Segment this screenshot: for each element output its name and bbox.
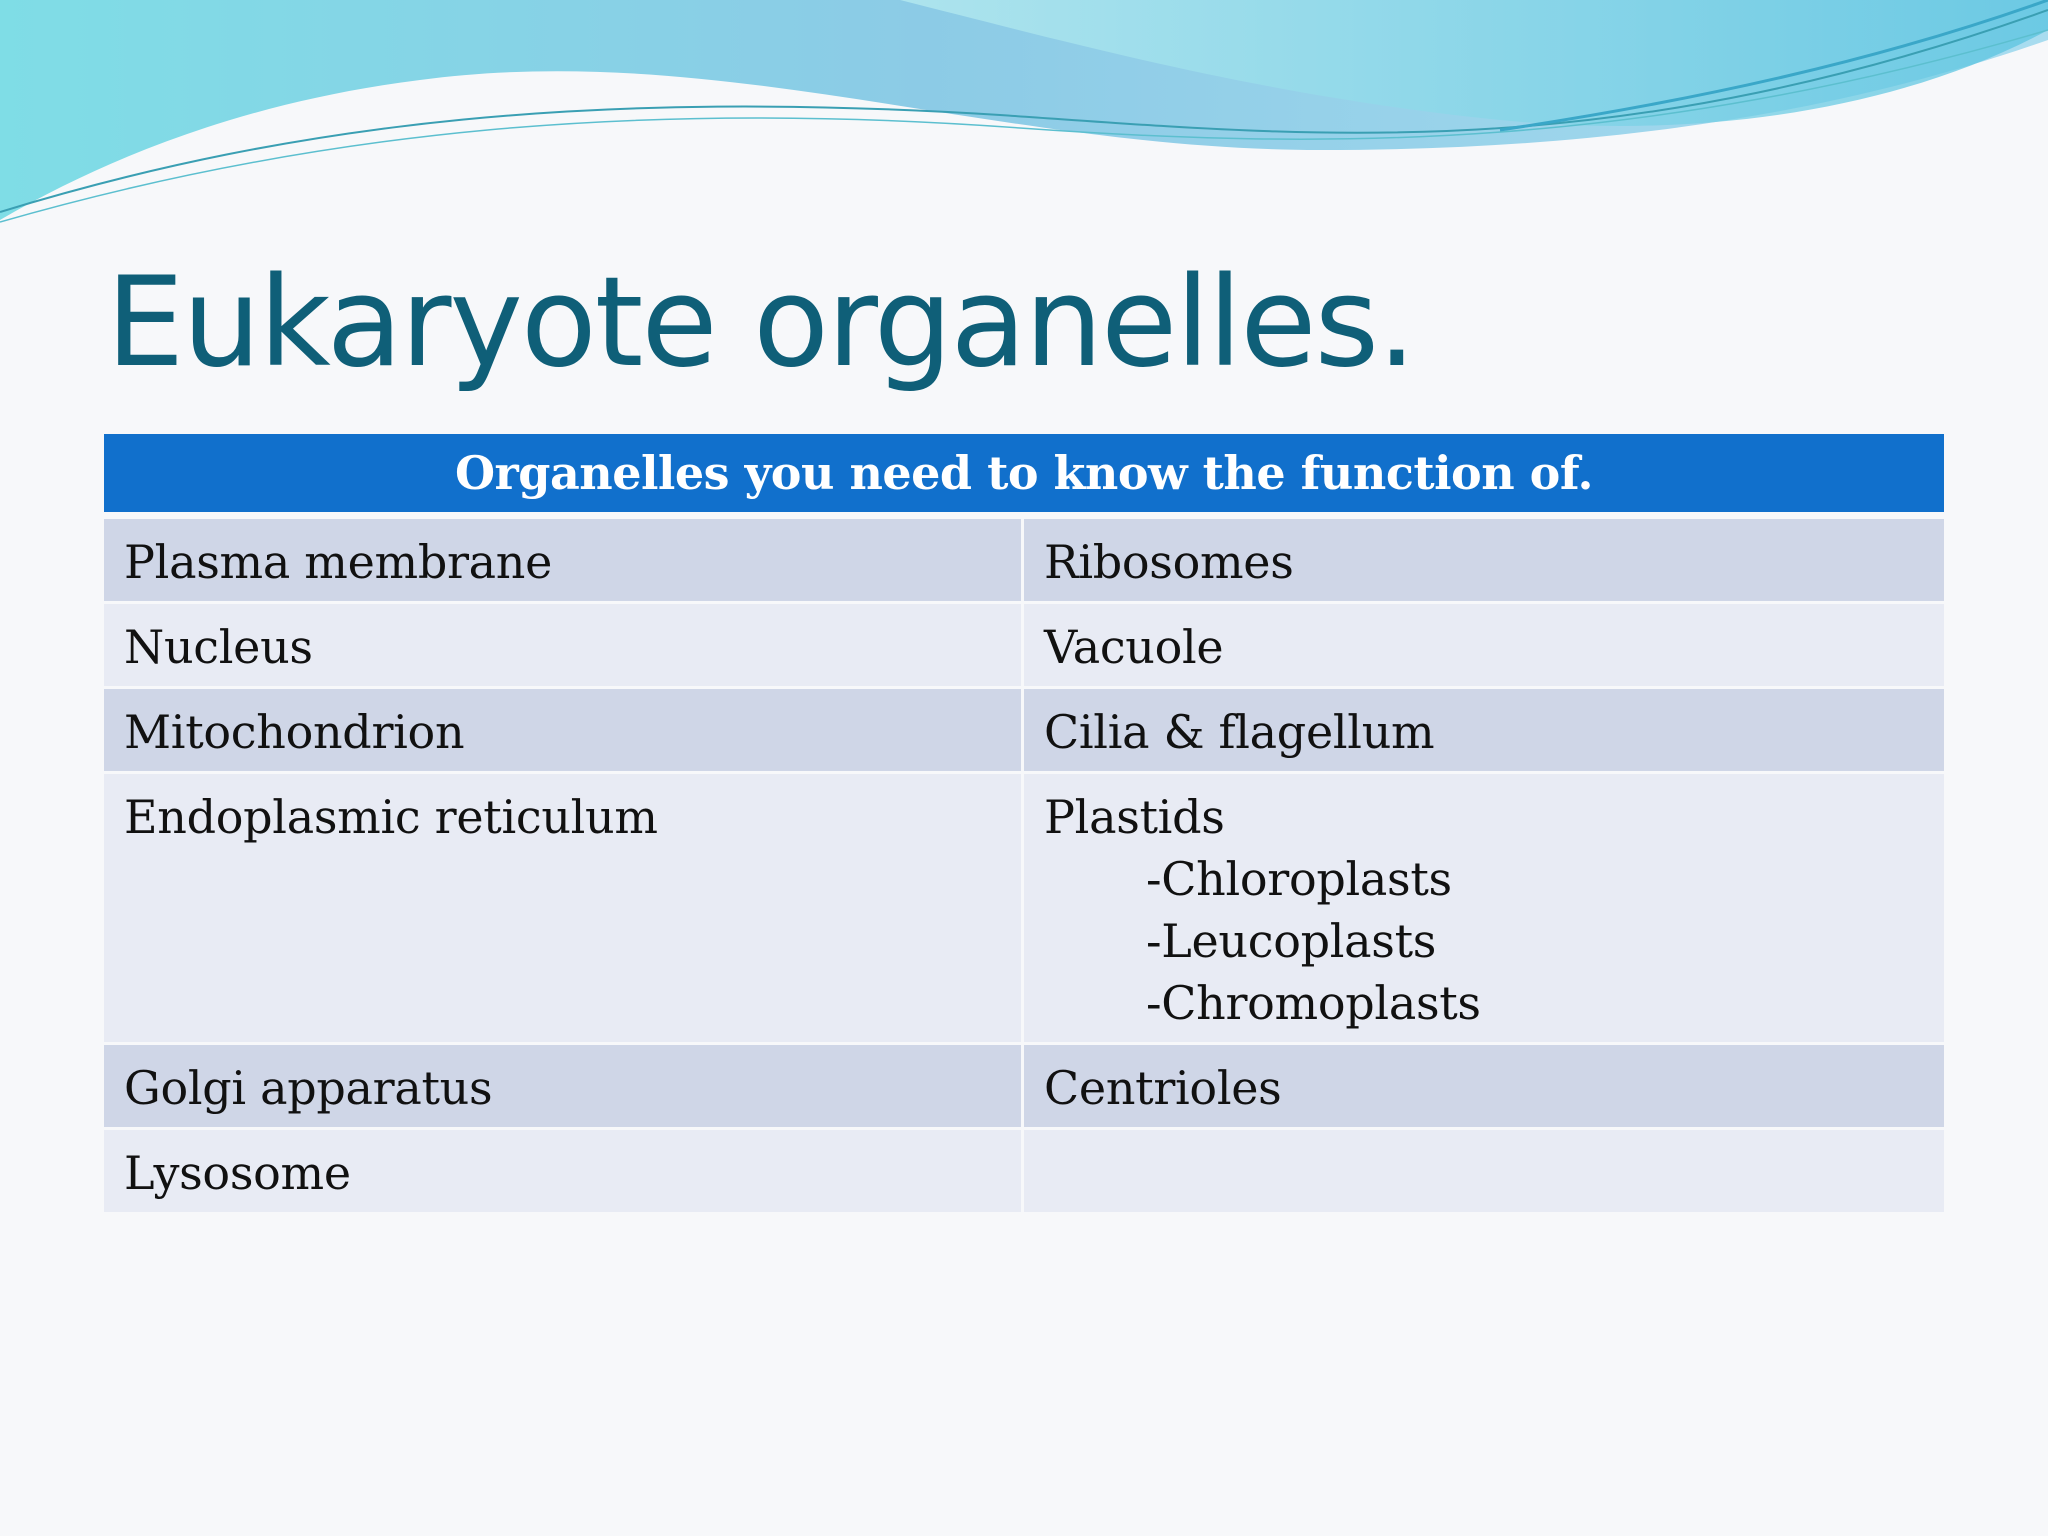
table-cell-plastids	[1024, 774, 1944, 1045]
plastid-subtype: -Chromoplasts	[1146, 976, 1481, 1030]
table-cell: Ribosomes	[1024, 519, 1944, 604]
table-cell: Vacuole	[1024, 604, 1944, 689]
organelles-table	[104, 434, 1944, 1215]
table-header: Organelles you need to know the function of.	[104, 434, 1944, 519]
slide-title: Eukaryote organelles.	[106, 251, 1415, 395]
table-cell: Golgi apparatus	[104, 1045, 1024, 1130]
table-cell: Lysosome	[104, 1130, 1024, 1215]
table-cell: Endoplasmic reticulum	[104, 774, 1024, 1045]
table-header-row	[104, 434, 1944, 519]
table-row	[104, 519, 1944, 604]
plastid-subtype: -Chloroplasts	[1146, 852, 1452, 906]
table-row	[104, 604, 1944, 689]
table-row	[104, 774, 1944, 1045]
wave-decoration	[0, 0, 2048, 240]
table-cell	[1024, 1130, 1944, 1215]
table-cell: Plasma membrane	[104, 519, 1024, 604]
table-cell: Nucleus	[104, 604, 1024, 689]
table-row	[104, 689, 1944, 774]
table-cell-text: Plastids	[1044, 790, 1225, 844]
plastid-subtype: -Leucoplasts	[1146, 914, 1437, 968]
table-row	[104, 1130, 1944, 1215]
table-row	[104, 1045, 1944, 1130]
table-cell: Mitochondrion	[104, 689, 1024, 774]
table-cell: Centrioles	[1024, 1045, 1944, 1130]
table-cell: Cilia & flagellum	[1024, 689, 1944, 774]
